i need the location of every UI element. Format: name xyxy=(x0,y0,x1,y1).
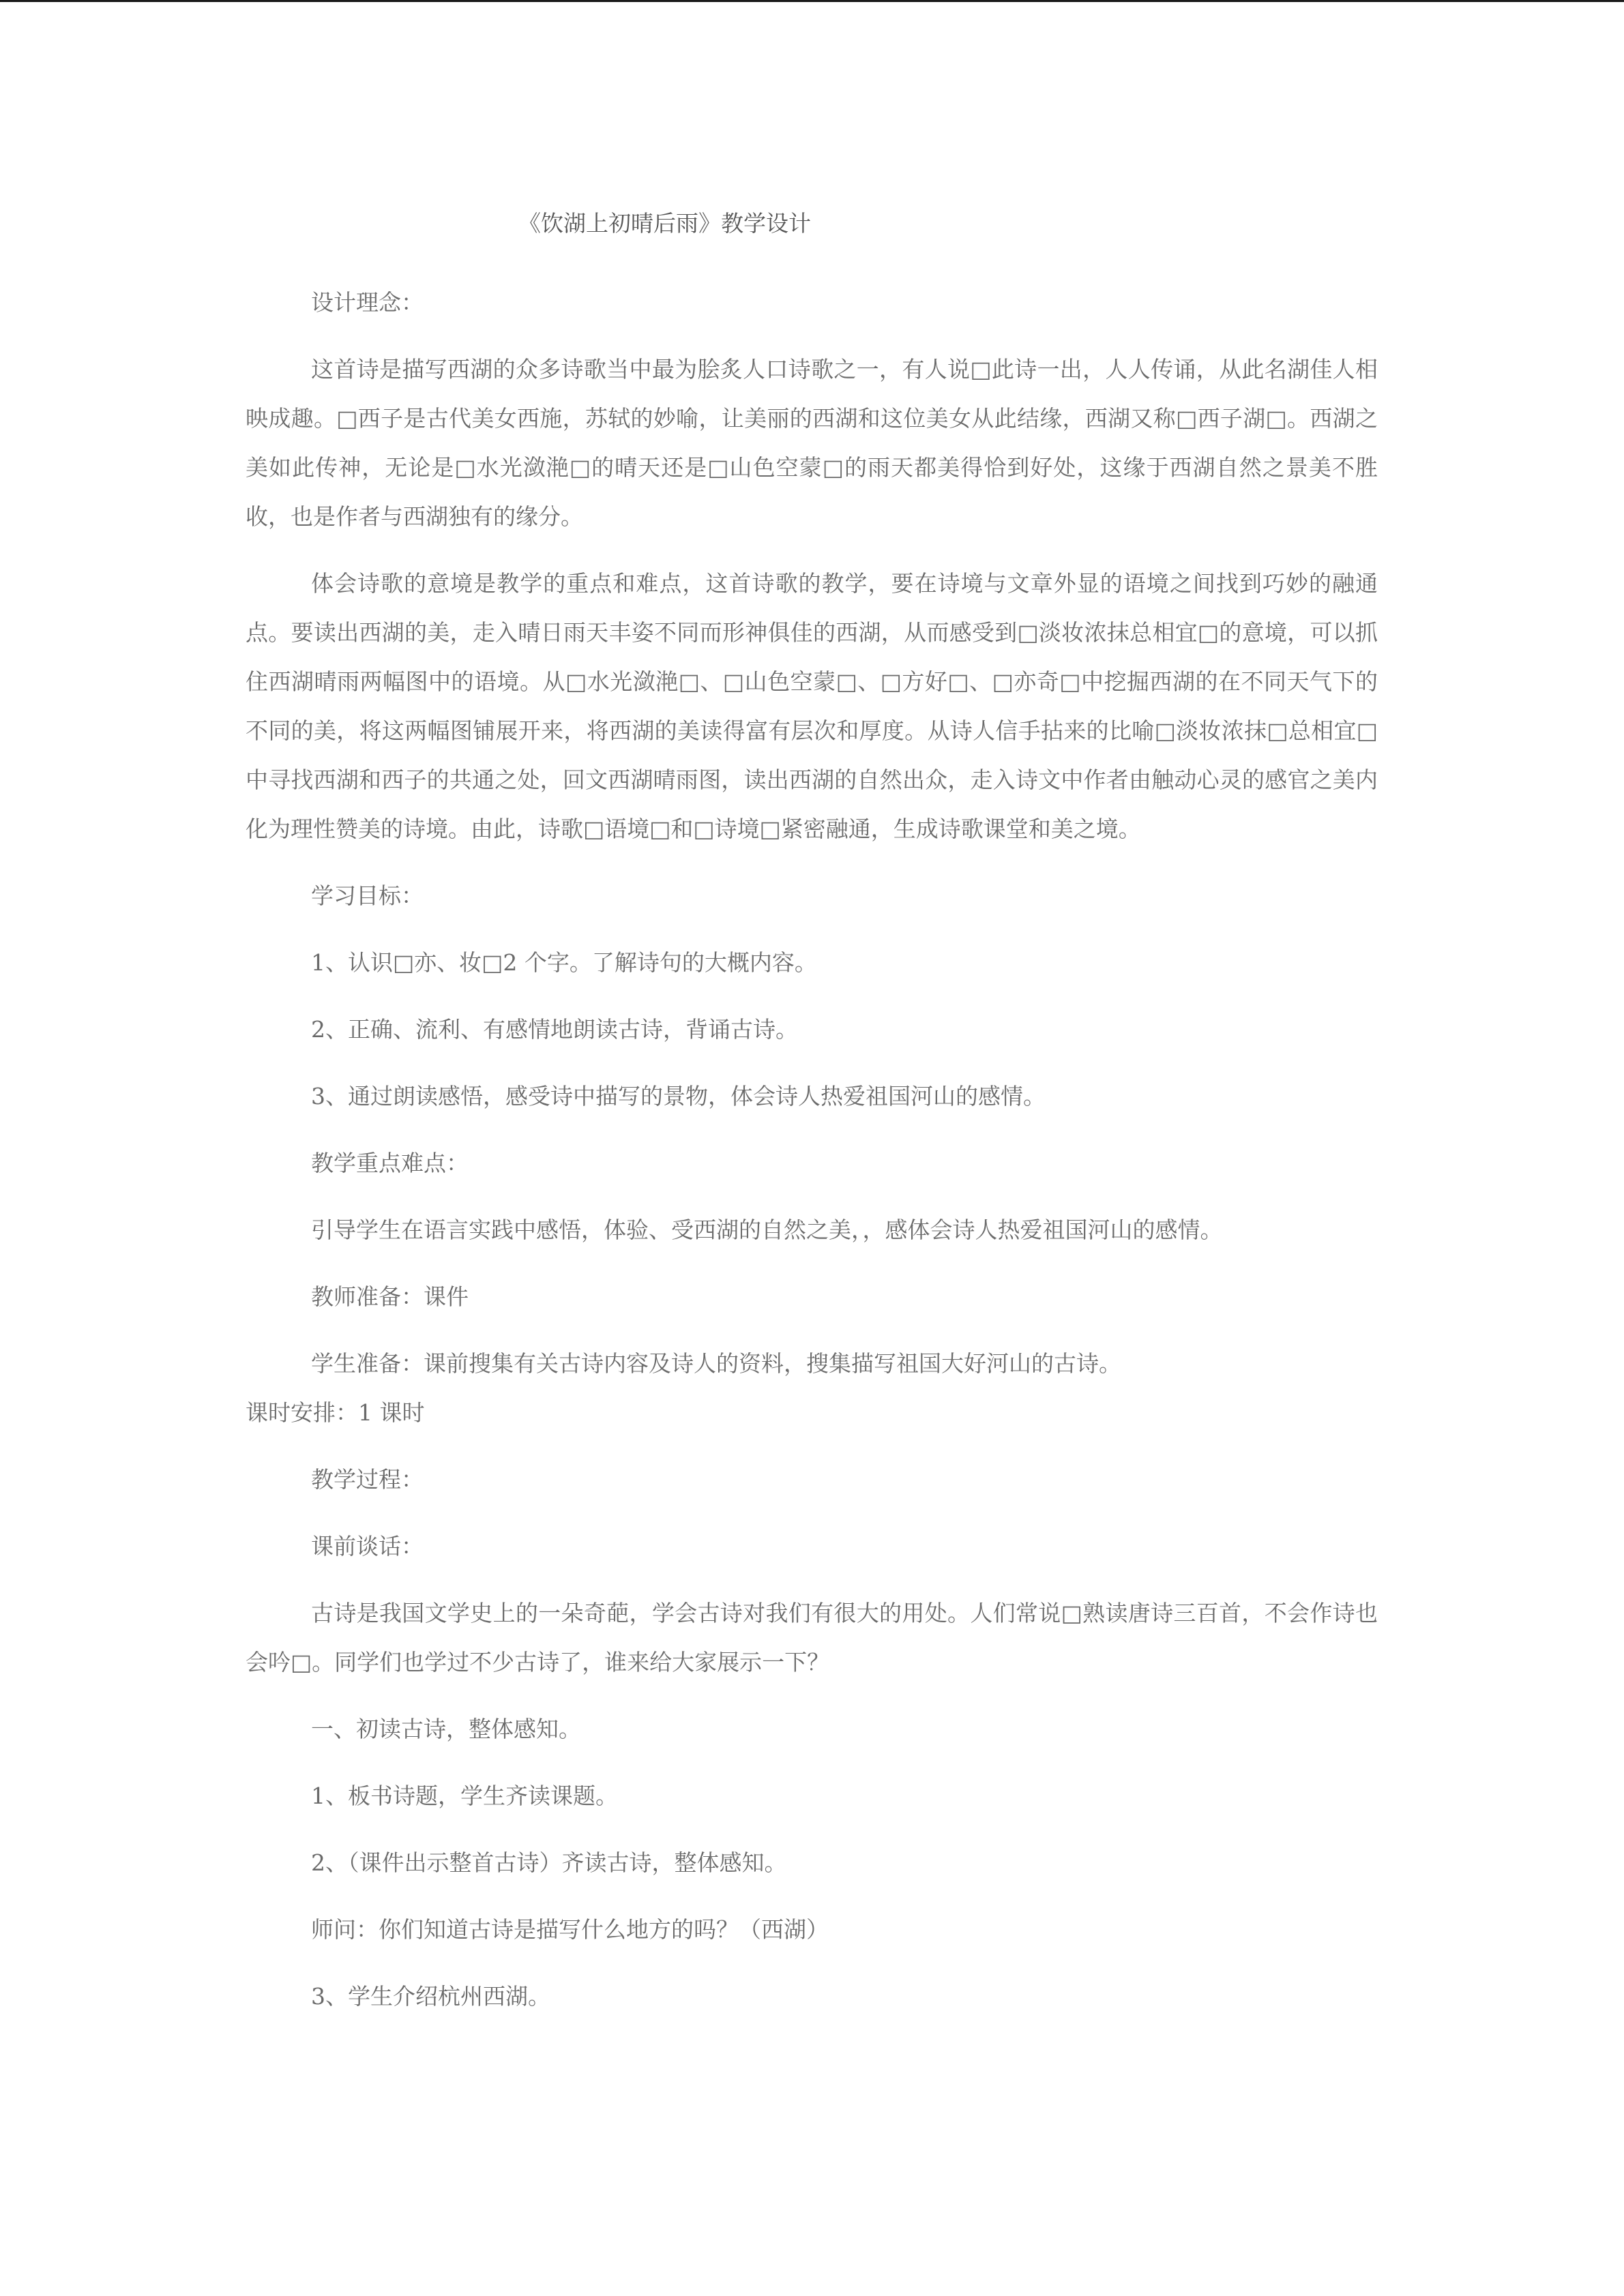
document-body xyxy=(246,196,1378,2039)
step1-item-2: 2、（课件出示整首古诗）齐读古诗，整体感知。 xyxy=(311,1849,787,1876)
goal-item-3: 3、通过朗读感悟，感受诗中描写的景物，体会诗人热爱祖国河山的感情。 xyxy=(311,1083,1046,1109)
document-title: 《饮湖上初晴后雨》教学设计 xyxy=(518,210,811,237)
goal-item-2: 2、正确、流利、有感情地朗读古诗，背诵古诗。 xyxy=(311,1016,798,1043)
focus-text: 引导学生在语言实践中感悟，体验、受西湖的自然之美，，感体会诗人热爱祖国河山的感情。 xyxy=(311,1217,1223,1243)
concept-heading: 设计理念： xyxy=(311,289,424,316)
student-prep: 学生准备：课前搜集有关古诗内容及诗人的资料，搜集描写祖国大好河山的古诗。 xyxy=(311,1350,1121,1377)
pre-talk-paragraph: 古诗是我国文学史上的一朵奇葩，学会古诗对我们有很大的用处。人们常说□熟读唐诗三百首，不会作诗也会吟□。同学们也学过不少古诗了，谁来给大家展示一下？ xyxy=(246,1600,1378,1675)
concept-paragraph-1: 这首诗是描写西湖的众多诗歌当中最为脍炙人口诗歌之一，有人说□此诗一出，人人传诵，从此名湖佳人相映成趣。□西子是古代美女西施，苏轼的妙喻，让美丽的西湖和这位美女从此结缘，西湖又称□西子湖□。西湖之美如此传神，无论是□水光潋滟□的晴天还是□山色空蒙□的雨天都美得恰到好处，这缘于西湖自然之景美不胜收，也是作者与西湖独有的缘分。 xyxy=(246,356,1378,530)
focus-heading: 教学重点难点： xyxy=(311,1150,469,1176)
goals-heading: 学习目标： xyxy=(311,882,424,909)
step1-item-3: 3、学生介绍杭州西湖。 xyxy=(311,1983,550,2010)
top-rule xyxy=(0,0,1624,2)
concept-paragraph-2: 体会诗歌的意境是教学的重点和难点，这首诗歌的教学，要在诗境与文章外显的语境之间找到巧妙的融通点。要读出西湖的美，走入晴日雨天丰姿不同而形神俱佳的西湖，从而感受到□淡妆浓抹总相宜□的意境，可以抓住西湖晴雨两幅图中的语境。从□水光潋滟□、□山色空蒙□、□方好□、□亦奇□中挖掘西湖的在不同天气下的不同的美，将这两幅图铺展开来，将西湖的美读得富有层次和厚度。从诗人信手拈来的比喻□淡妆浓抹□总相宜□中寻找西湖和西子的共通之处，回文西湖晴雨图，读出西湖的自然出众，走入诗文中作者由触动心灵的感官之美内化为理性赞美的诗境。由此，诗歌□语境□和□诗境□紧密融通，生成诗歌课堂和美之境。 xyxy=(246,570,1378,842)
pre-talk-heading: 课前谈话： xyxy=(311,1533,424,1560)
teacher-prep: 教师准备：课件 xyxy=(311,1283,469,1310)
step1-heading: 一、初读古诗，整体感知。 xyxy=(311,1716,581,1742)
teacher-question: 师问：你们知道古诗是描写什么地方的吗？（西湖） xyxy=(311,1916,829,1943)
schedule: 课时安排：1 课时 xyxy=(246,1399,425,1426)
goal-item-1: 1、认识□亦、妆□2 个字。了解诗句的大概内容。 xyxy=(311,949,817,976)
step1-item-1: 1、板书诗题，学生齐读课题。 xyxy=(311,1783,618,1809)
process-heading: 教学过程： xyxy=(311,1466,424,1493)
